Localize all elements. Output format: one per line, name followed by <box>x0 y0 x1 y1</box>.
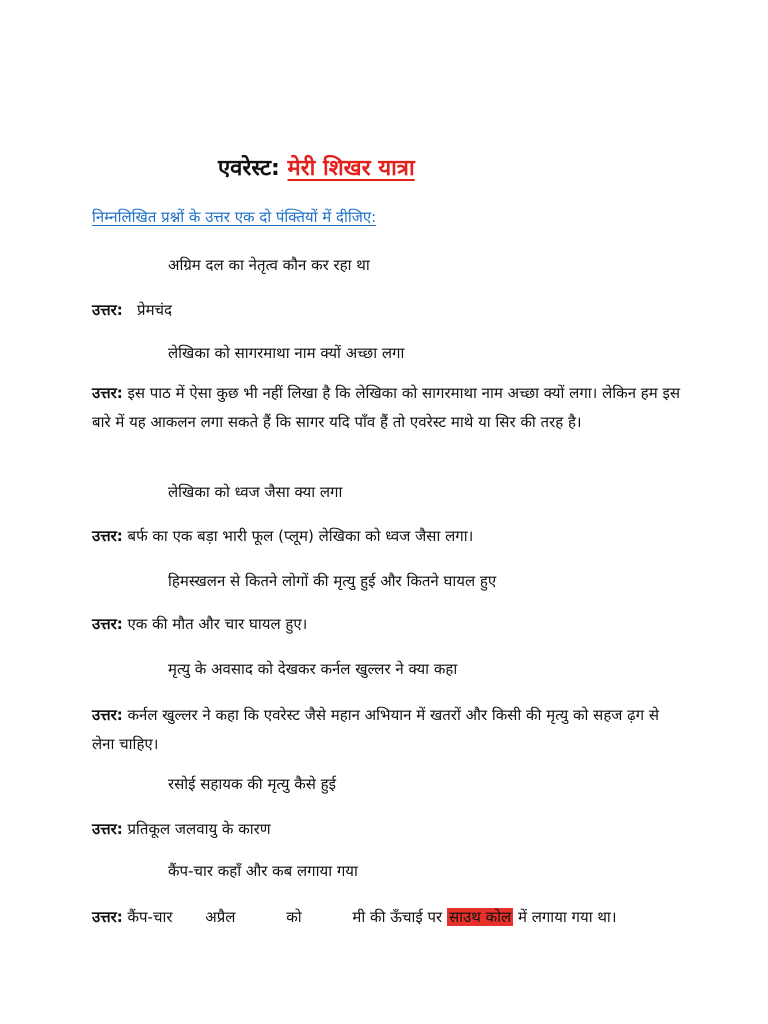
answer-6 <box>92 815 682 844</box>
answer-text-part5: में लगाया गया था। <box>517 908 617 926</box>
answer-label: उत्तर: <box>92 908 123 926</box>
answer-text: एक की मौत और चार घायल हुए। <box>127 615 308 633</box>
title-main: मेरी शिखर यात्रा <box>287 156 415 181</box>
answer-label: उत्तर: <box>92 527 123 545</box>
question-4: हिमस्खलन से कितने लोगों की मृत्यु हुई और कितने घायल हुए <box>168 572 497 590</box>
title-prefix: एवरेस्ट: <box>218 156 280 181</box>
answer-label: उत्तर: <box>92 301 123 319</box>
answer-text: इस पाठ में ऐसा कुछ भी नहीं लिखा है कि लेखिका को सागरमाथा नाम अच्छा क्यों लगा। लेकिन हम इस बारे में यह आकलन लगा सकते हैं कि सागर यदि पाँव हैं तो एवरेस्ट माथे या सिर की तरह है। <box>92 384 680 431</box>
answer-7 <box>92 903 682 932</box>
question-5: मृत्यु के अवसाद को देखकर कर्नल खुल्लर ने क्या कहा <box>168 660 458 678</box>
document-title <box>218 152 415 182</box>
answer-label: उत्तर: <box>92 384 123 402</box>
answer-text: बर्फ का एक बड़ा भारी फूल (प्लूम) लेखिका को ध्वज जैसा लगा। <box>127 527 474 545</box>
answer-label: उत्तर: <box>92 820 123 838</box>
answer-text: प्रतिकूल जलवायु के कारण <box>127 820 271 838</box>
question-1: अग्रिम दल का नेतृत्व कौन कर रहा था <box>168 256 370 274</box>
answer-text: कर्नल खुल्लर ने कहा कि एवरेस्ट जैसे महान अभियान में खतरों और किसी की मृत्यु को सहज ढ़ग से लेना चाहिए। <box>92 706 659 753</box>
question-7: कैंप-चार कहाँ और कब लगाया गया <box>168 862 358 880</box>
highlighted-text: साउथ कोल <box>448 908 512 926</box>
answer-text-part3: को <box>286 908 302 926</box>
instruction-heading: निम्नलिखित प्रश्नों के उत्तर एक दो पंक्तियों में दीजिए: <box>92 208 377 226</box>
answer-5 <box>92 701 682 759</box>
answer-1 <box>92 296 682 325</box>
answer-text-part2: अप्रैल <box>205 908 236 926</box>
answer-text-part4: मी की ऊँचाई पर <box>352 908 443 926</box>
answer-label: उत्तर: <box>92 706 123 724</box>
answer-3 <box>92 522 682 551</box>
answer-4 <box>92 610 682 639</box>
answer-label: उत्तर: <box>92 615 123 633</box>
answer-2 <box>92 379 682 437</box>
answer-text-part1: कैंप-चार <box>127 908 173 926</box>
question-3: लेखिका को ध्वज जैसा क्या लगा <box>168 483 343 501</box>
question-6: रसोई सहायक की मृत्यु कैसे हुई <box>168 775 336 793</box>
question-2: लेखिका को सागरमाथा नाम क्यों अच्छा लगा <box>168 344 405 362</box>
answer-text: प्रेमचंद <box>137 301 173 319</box>
